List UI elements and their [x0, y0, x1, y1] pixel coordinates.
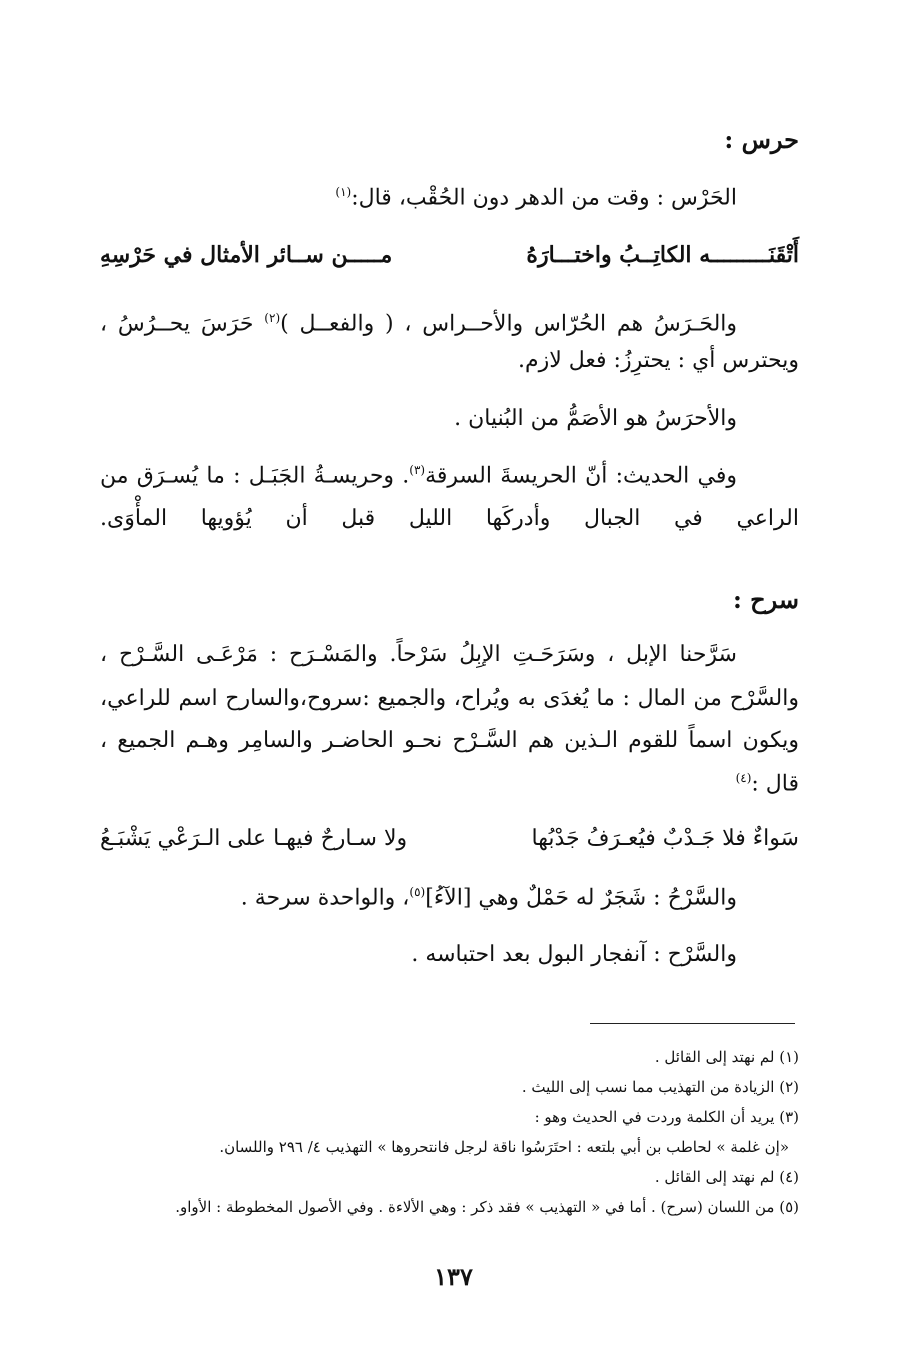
- verse-first-hemistich: أَتْقَنَـــــــــه الكاتِــبُ واختـــارَهُ: [526, 242, 799, 268]
- verse-second-hemistich: ولا سـارحٌ فيهـا على الـرَعْي يَشْبَـعُ: [100, 826, 408, 851]
- verse-second-hemistich: مـــــن ســائر الأمثال في حَرْسِهِ: [100, 242, 393, 268]
- footnote-3-quote: «إن غلمة » لحاطب بن أبي بلتعه : احتَرَسُوا ناقة لرجل فانتحروها » التهذيب ٤/ ٢٩٦ واللسان.: [219, 1138, 789, 1156]
- footnote-divider: [590, 1023, 795, 1024]
- footnote-3: (٣) يريد أن الكلمة وردت في الحديث وهو :: [534, 1108, 799, 1126]
- paragraph-line: سَرَّحنا الإبل ، وسَرَحَـتِ الإبِلُ سَرْحاً. والمَسْـرَح : مَرْعَـى السَّـرْح ،: [100, 642, 737, 667]
- paragraph-text: . وحريسـةُ الجَبَـل : ما يُسـرَق من: [100, 463, 410, 489]
- entry-intro-line: [335, 186, 737, 209]
- paragraph-line: [100, 464, 737, 487]
- paragraph-line: ويحترس أي : يحترِزُ: فعل لازم.: [517, 348, 799, 373]
- paragraph-line: الراعي في الجبال وأدركَها الليل قبل أن يُؤويها المأْوَى.: [100, 506, 799, 531]
- footnote-2: (٢) الزيادة من التهذيب مما نسب إلى الليث .: [521, 1078, 799, 1096]
- paragraph-line: والسَّرْح : آنفجار البول بعد احتباسه .: [411, 942, 737, 967]
- footnote-ref-5: (٥): [409, 885, 426, 899]
- paragraph-line: [736, 772, 799, 795]
- footnote-4: (٤) لم نهتد إلى القائل .: [654, 1168, 799, 1186]
- paragraph-text: قال :: [751, 771, 799, 797]
- entry-heading-sarh: سرح :: [732, 585, 799, 614]
- paragraph-line: والأحرَسُ هو الأصَمُّ من البُنيان .: [454, 406, 737, 431]
- paragraph-text: والسَّرْحُ : شَجَرٌ له حَمْلٌ وهي [الآءُ]: [425, 885, 737, 911]
- paragraph-text: والحَـرَسُ هم الحُرّاس والأحــراس ، ( والفعــل ): [280, 311, 738, 337]
- page-number: ١٣٧: [434, 1262, 473, 1291]
- footnote-ref-3: (٣): [409, 463, 426, 477]
- footnote-5: (٥) من اللسان (سرح) . أما في « التهذيب » فقد ذكر : وهي الألاءة . وفي الأصول المخطوطة : الأواو.: [175, 1198, 799, 1216]
- paragraph-line: [241, 886, 737, 909]
- paragraph-text: وفي الحديث: أنّ الحريسةَ السرقة: [425, 463, 737, 489]
- paragraph-line: [100, 312, 737, 335]
- entry-heading-haras: حرس :: [724, 125, 799, 154]
- footnote-ref-2: (٢): [264, 311, 281, 325]
- paragraph-line: والسَّرْح من المال : ما يُغدَى به ويُراح، والجميع :سروح،والسارح اسم للراعي،: [100, 686, 799, 711]
- paragraph-text: ، والواحدة سرحة .: [240, 885, 410, 911]
- footnote-ref-4: (٤): [735, 771, 752, 785]
- paragraph-line: ويكون اسماً للقوم الـذين هم السَّـرْح نحـو الحاضـر والسامِر وهـم الجميع ،: [100, 728, 799, 753]
- verse-first-hemistich: سَواءٌ فلا جَـدْبٌ فيُعـرَفُ جَدْبُها: [531, 826, 799, 851]
- paragraph-text: حَرَسَ يحــرُسُ ،: [100, 311, 265, 337]
- footnote-1: (١) لم نهتد إلى القائل .: [654, 1048, 799, 1066]
- footnote-ref-1: (١): [335, 185, 352, 199]
- intro-text: الحَرْس : وقت من الدهر دون الحُقْب، قال:: [351, 185, 737, 211]
